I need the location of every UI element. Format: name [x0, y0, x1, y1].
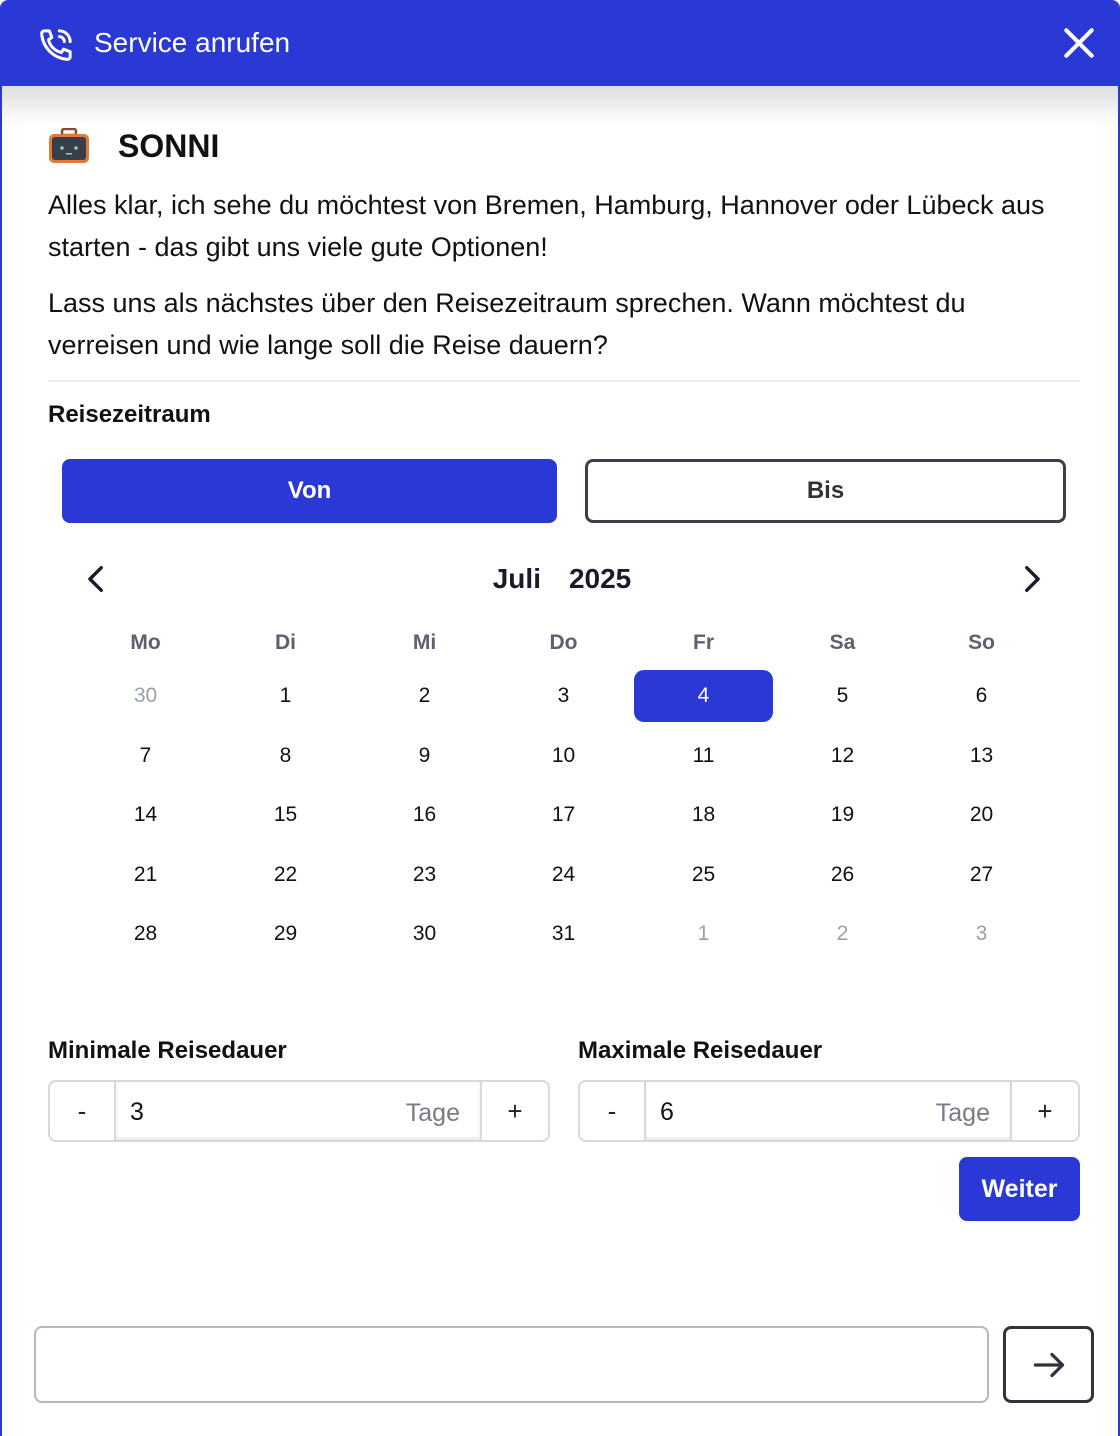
calendar-day[interactable]: 20 [969, 803, 994, 826]
calendar-day[interactable]: 10 [551, 744, 576, 767]
calendar-day[interactable]: 29 [273, 922, 298, 945]
month-name: Juli [492, 563, 541, 594]
calendar-day[interactable]: 13 [969, 744, 994, 767]
weekday-fr: Fr [693, 631, 714, 654]
calendar-day[interactable]: 28 [133, 922, 158, 945]
calendar-day[interactable]: 27 [969, 863, 994, 886]
calendar-day[interactable]: 18 [691, 803, 716, 826]
calendar-day[interactable]: 2 [418, 684, 431, 707]
chevron-right-icon[interactable] [1014, 562, 1048, 596]
min-duration-decrement-button[interactable]: - [50, 1082, 116, 1140]
weekday-sa: Sa [829, 631, 856, 654]
period-label: Reisezeitraum [48, 401, 211, 428]
max-duration-value: 6 [660, 1098, 674, 1126]
calendar-day[interactable]: 16 [412, 803, 437, 826]
to-date-button[interactable]: Bis [585, 459, 1066, 523]
message-paragraph-1: Alles klar, ich sehe du möchtest von Bremen, Hamburg, Hannover oder Lübeck aus starten - das gibt uns viele gute Optionen! [48, 190, 1045, 262]
max-duration-stepper [578, 1080, 1080, 1142]
calendar-day[interactable]: 8 [279, 744, 292, 767]
header-shadow [2, 86, 1120, 126]
calendar-day[interactable]: 14 [133, 803, 158, 826]
header-bar [2, 0, 1120, 86]
calendar-day[interactable]: 1 [697, 922, 710, 945]
from-date-button[interactable]: Von [62, 459, 557, 523]
calendar-day[interactable]: 30 [412, 922, 437, 945]
min-duration-label: Minimale Reisedauer [48, 1037, 287, 1064]
calendar-day[interactable]: 11 [692, 744, 715, 767]
min-duration-stepper [48, 1080, 550, 1142]
calendar-day[interactable]: 22 [273, 863, 298, 886]
calendar-day[interactable]: 6 [975, 684, 988, 707]
calendar-day[interactable]: 9 [418, 744, 431, 767]
month-year-label [422, 562, 702, 596]
max-duration-unit: Tage [935, 1099, 990, 1127]
max-duration-label: Maximale Reisedauer [578, 1037, 823, 1064]
min-duration-unit: Tage [405, 1099, 460, 1127]
min-duration-input[interactable] [116, 1082, 480, 1140]
calendar-day[interactable]: 31 [551, 922, 576, 945]
calendar-day[interactable]: 21 [133, 863, 158, 886]
calendar-day[interactable]: 3 [975, 922, 988, 945]
calendar-day[interactable]: 2 [836, 922, 849, 945]
calendar-day[interactable]: 7 [139, 744, 152, 767]
calendar-day[interactable]: 15 [273, 803, 298, 826]
calendar-day[interactable]: 30 [133, 684, 158, 707]
chevron-left-icon[interactable] [80, 562, 114, 596]
weekday-do: Do [549, 631, 578, 654]
max-duration-decrement-button[interactable]: - [580, 1082, 646, 1140]
calendar-day[interactable]: 5 [836, 684, 849, 707]
sender-name: SONNI [118, 128, 220, 164]
year-label: 2025 [568, 563, 632, 594]
divider [48, 380, 1080, 382]
calendar-day[interactable]: 24 [551, 863, 576, 886]
weekday-so: So [968, 631, 995, 654]
calendar-day[interactable]: 17 [551, 803, 576, 826]
max-duration-input[interactable] [646, 1082, 1010, 1140]
close-icon[interactable] [1060, 24, 1098, 62]
min-duration-increment-button[interactable]: + [480, 1082, 548, 1140]
calendar-day[interactable]: 19 [830, 803, 855, 826]
weekday-mo: Mo [130, 631, 161, 654]
briefcase-robot-icon [48, 128, 90, 164]
send-button[interactable] [1003, 1326, 1094, 1403]
message-paragraph-2: Lass uns als nächstes über den Reisezeitraum sprechen. Wann möchtest du verreisen und wie lange soll die Reise dauern? [48, 288, 966, 360]
phone-call-icon[interactable] [36, 25, 76, 65]
calendar-day-selected[interactable]: 4 [634, 670, 773, 722]
calendar-day[interactable]: 3 [557, 684, 570, 707]
weekday-mi: Mi [412, 631, 437, 654]
arrow-right-icon [1031, 1347, 1067, 1383]
min-duration-value: 3 [130, 1098, 144, 1126]
max-duration-increment-button[interactable]: + [1010, 1082, 1078, 1140]
calendar-day[interactable]: 26 [830, 863, 855, 886]
header-title: Service anrufen [94, 27, 291, 58]
calendar-day[interactable]: 1 [279, 684, 292, 707]
weekday-di: Di [275, 631, 296, 654]
continue-button[interactable]: Weiter [959, 1157, 1080, 1221]
calendar-day[interactable]: 12 [830, 744, 855, 767]
calendar-day[interactable]: 25 [691, 863, 716, 886]
calendar-day[interactable]: 23 [412, 863, 437, 886]
chat-input[interactable] [34, 1326, 989, 1403]
